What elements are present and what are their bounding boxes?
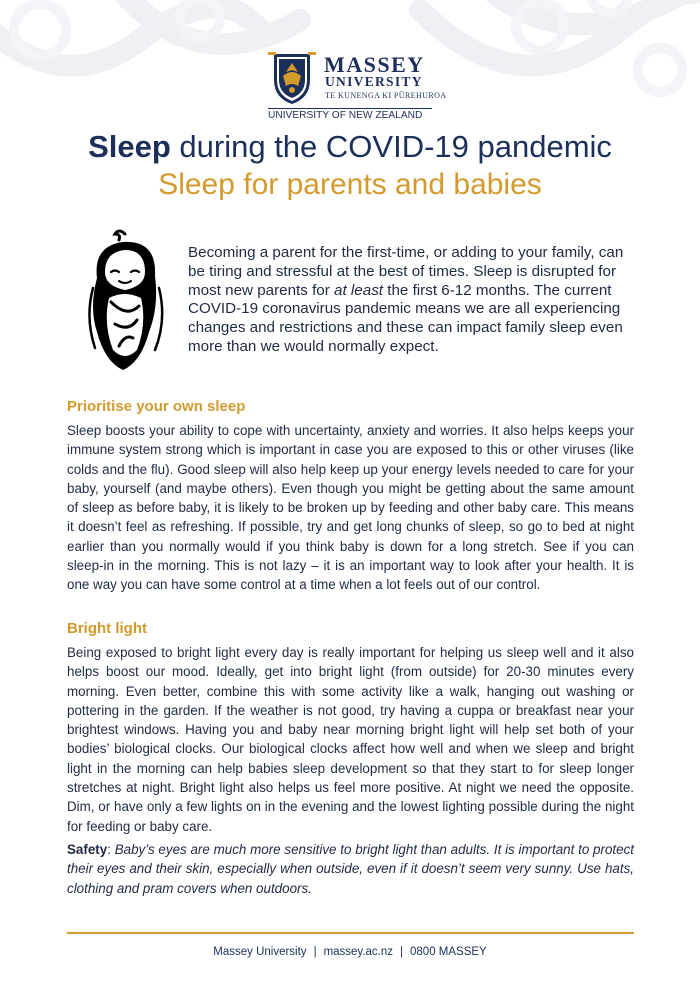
safety-text: Baby’s eyes are much more sensitive to bright light than adults. It is important to protect their eyes and their skin, especially when outside, even if it doesn’t seem very sunny. Use hats, clothing and pram covers when outdoors. <box>67 842 634 896</box>
section-body-bright-light: Being exposed to bright light every day is really important for helping us sleep well and it also helps boost our mood. Ideally, get into bright light (from outside) for 20-30 minutes every morning. Even better, combine this with some activity like a walk, hanging out washing or pottering in the garden. If the weather is not good, try having a cuppa or breakfast near your brightest windows. Having you and baby near morning bright light will help set both of your bodies’ biological clocks. Our biological clocks affect how well and when we sleep and bright light in the morning can help babies sleep development so that they start to for sleep longer stretches at night. Bright light also helps us feel more positive. At night we need the opposite. Dim, or have only a few lights on in the evening and the lowest lighting possible during the night for feeding or baby care. <box>67 645 634 834</box>
footer-phone: 0800 MASSEY <box>410 946 487 958</box>
logo-divider <box>268 108 432 109</box>
footer-divider <box>67 932 634 934</box>
footer-separator: | <box>400 946 404 958</box>
logo-subtitle: UNIVERSITY OF NEW ZEALAND <box>268 110 423 121</box>
footer <box>0 946 700 958</box>
footer-separator: | <box>313 946 317 958</box>
section-heading-bright-light: Bright light <box>67 620 147 637</box>
page-title-rest: during the COVID-19 pandemic <box>170 129 612 164</box>
page-subtitle: Sleep for parents and babies <box>158 168 542 201</box>
section-body-prioritise-sleep: Sleep boosts your ability to cope with uncertainty, anxiety and worries. It also helps keeps your immune system strong which is important in case you are exposed to this or other viruses (like colds and the flu). Good sleep will also help keep up your energy levels needed to care for your baby, yourself (and maybe others). Even though you might be getting about the same amount of sleep as before baby, it is likely to be broken up by feeding and other baby care. This means it doesn’t feel as refreshing. If possible, try and get long chunks of sleep, so go to bed at night earlier than you normally would if you think baby is down for a long stretch. See if you can sleep-in in the morning. This is not lazy – it is an important way to look after your health. It is one way you can have some control at a time when a lot feels out of our control. <box>67 423 634 593</box>
massey-logo <box>268 50 448 120</box>
logo-maori-name: TE KUNENGA KI PŪREHUROA <box>325 91 447 100</box>
intro-text-italic: at least <box>334 281 384 299</box>
safety-label: Safety <box>67 842 108 857</box>
page-title <box>0 129 700 165</box>
intro-text-1: Becoming a parent for the first-time, or adding to your family, can be tiring and stressful at the best of times. Sleep is disrupted for most new parents for <box>188 244 624 299</box>
footer-website: massey.ac.nz <box>323 946 394 958</box>
intro-paragraph <box>188 244 633 357</box>
section-heading-prioritise-sleep: Prioritise your own sleep <box>67 398 246 415</box>
logo-wordmark-massey: MASSEY <box>324 52 425 77</box>
massey-crest-icon <box>268 50 316 106</box>
swaddled-baby-icon <box>75 228 175 376</box>
logo-wordmark-university: UNIVERSITY <box>325 74 423 89</box>
safety-colon: : <box>107 842 115 857</box>
safety-note <box>67 840 634 898</box>
page-title-bold: Sleep <box>88 129 171 164</box>
footer-organisation: Massey University <box>213 946 307 958</box>
intro-text-2: the first 6-12 months. The current COVID-19 coronavirus pandemic means we are all experiencing changes and restrictions and these can impact family sleep even more than we would normally expect. <box>188 281 623 355</box>
